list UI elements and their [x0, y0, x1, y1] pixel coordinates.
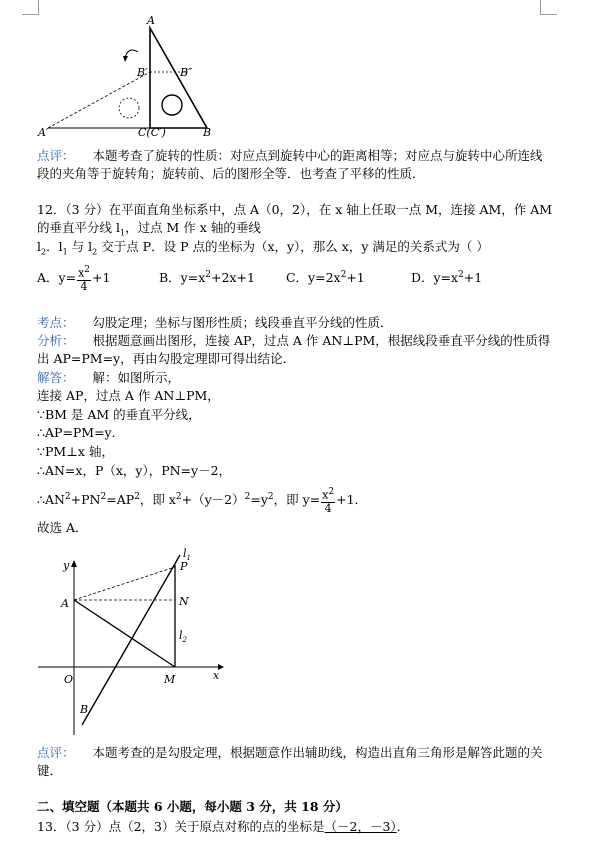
- option-d[interactable]: D．$y=x^2+1$: [410, 270, 483, 286]
- segment-am: [74, 600, 175, 667]
- coordinate-figure: [30, 545, 230, 740]
- q12-step5: ∴AN=x，P（x，y），PN=y－2，: [37, 463, 232, 478]
- option-c[interactable]: C．$y=2x^2+1$: [285, 270, 365, 286]
- q12-step4: ∵PM⊥x 轴，: [37, 444, 114, 459]
- line-l1: [82, 555, 180, 725]
- q12-comment-line1: 点评： 本题考查的是勾股定理，根据题意作出辅助线，构造出直角三角形是解答此题的关: [37, 745, 543, 760]
- q11-comment-line2: 段的夹角等于旋转角；旋转前、后的图形全等．也考查了平移的性质．: [37, 166, 425, 181]
- q13-answer: （－2，－3）: [324, 819, 397, 834]
- comment-label: 点评：: [37, 745, 75, 760]
- label-b: B: [203, 126, 212, 139]
- label-l1: $l_1$: [183, 547, 191, 562]
- label-y: y: [63, 559, 70, 572]
- jieda-label: 解答：: [37, 370, 75, 385]
- q12-comment-line2: 键．: [37, 763, 63, 778]
- q12-fenxi-line2: 出 AP=PM=y，再由勾股定理即可得出结论．: [37, 351, 296, 366]
- q12-step3: ∴AP=PM=y．: [37, 425, 125, 440]
- label-n: N: [179, 595, 189, 608]
- option-a[interactable]: A．y= $\frac{x^2}{4}$ +1: [37, 265, 111, 293]
- comment-label: 点评：: [37, 148, 75, 163]
- q12-options: [37, 262, 482, 293]
- label-p: P: [180, 560, 188, 573]
- fenxi-label: 分析：: [37, 333, 75, 348]
- label-b: B: [80, 703, 89, 716]
- kaodian-label: 考点：: [37, 315, 75, 330]
- rotation-figure: [30, 10, 230, 140]
- q12-kaodian: 考点： 勾股定理；坐标与图形性质；线段垂直平分线的性质．: [37, 315, 393, 330]
- label-b-double-prime: B″: [180, 66, 193, 79]
- q13-stem: 13．（3 分）点（2，3）关于原点对称的点的坐标是（－2，－3）．: [37, 819, 410, 834]
- label-a-prime: A′: [38, 126, 49, 139]
- q12-stem-line1: 12．（3 分）在平面直角坐标系中，点 A（0，2），在 x 轴上任取一点 M，连接 AM，作 AM: [37, 202, 553, 217]
- q12-answer: 故选 A．: [37, 520, 88, 535]
- label-m: M: [164, 673, 176, 686]
- q12-step2: ∵BM 是 AM 的垂直平分线，: [37, 407, 201, 422]
- arrowhead-icon: [123, 56, 128, 62]
- step6-fraction: $\frac{x^2}{4}$: [322, 487, 335, 515]
- y-axis-arrow-icon: [71, 560, 77, 567]
- label-b-prime: B′: [137, 66, 148, 79]
- q11-comment-line1: 点评： 本题考查了旋转的性质：对应点到旋转中心的距离相等；对应点与旋转中心所连线: [37, 148, 543, 163]
- label-x: x: [213, 669, 220, 682]
- q12-step1: 连接 AP，过点 A 作 AN⊥PM，: [37, 388, 220, 403]
- dashed-circle: [119, 98, 139, 118]
- corner-mark-right: [540, 0, 557, 15]
- label-a: A: [147, 14, 155, 27]
- section-title: 二、填空题（本题共 6 小题，每小题 3 分，共 18 分）: [37, 799, 348, 814]
- q12-stem-line2: 的垂直平分线 $l_1$，过点 M 作 x 轴的垂线: [37, 220, 261, 238]
- label-c: C(C′): [138, 126, 166, 139]
- q12-jieda: 解答： 解：如图所示，: [37, 370, 181, 385]
- q12-stem-line3: $l_2$．$l_1$ 与 $l_2$ 交于点 P．设 P 点的坐标为（x，y），那么 x，y 满足的关系式为（ ）: [37, 239, 489, 257]
- label-o: O: [64, 673, 74, 686]
- solid-circle: [162, 95, 182, 115]
- q12-fenxi-line1: 分析： 根据题意画出图形，连接 AP，过点 A 作 AN⊥PM，根据线段垂直平分线的性质得: [37, 333, 551, 348]
- option-a-fraction: $\frac{x^2}{4}$: [78, 265, 91, 293]
- label-a: A: [61, 597, 69, 610]
- q12-step6: $\therefore AN^2+PN^2=AP^2$，即 $x^2+(y-2)^2=y^2$，即 y= $\frac{x^2}{4}$ +1．: [37, 487, 368, 515]
- segment-ap: [74, 567, 175, 600]
- label-l2: $l_2$: [179, 629, 187, 644]
- option-b[interactable]: B．$y=x^2+2x+1$: [158, 270, 255, 286]
